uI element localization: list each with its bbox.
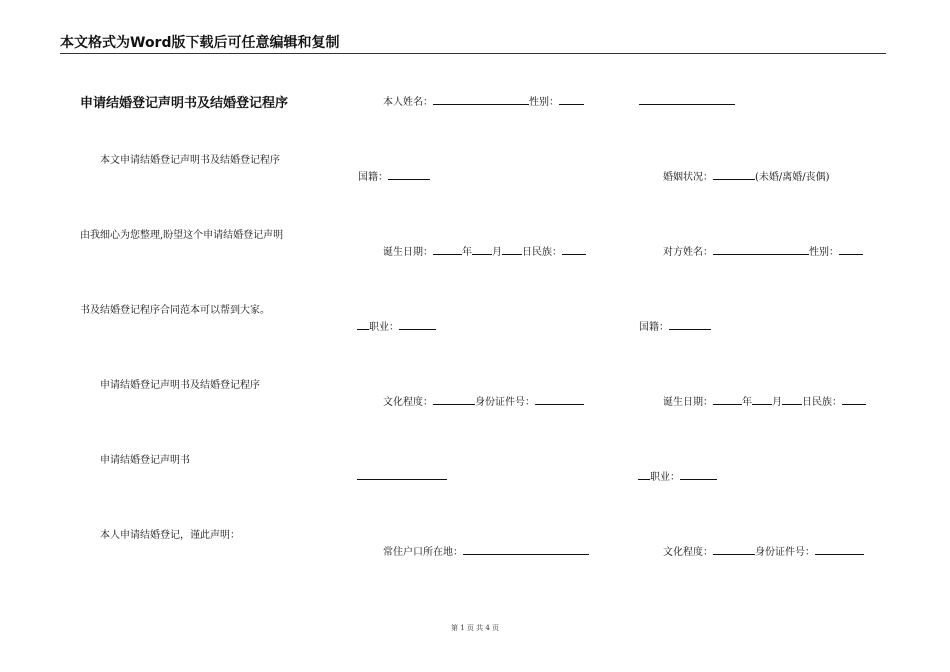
applicant-birth-row bbox=[383, 243, 586, 260]
applicant-id-continuation-blank bbox=[357, 468, 447, 480]
applicant-name-row bbox=[383, 93, 584, 110]
applicant-residence-blank bbox=[463, 543, 589, 555]
applicant-residence-row bbox=[383, 543, 589, 560]
applicant-birth-month-blank bbox=[472, 243, 492, 255]
partner-birth-month-blank bbox=[752, 393, 772, 405]
paragraph-intro-line1: 本文申请结婚登记声明书及结婚登记程序 bbox=[100, 155, 280, 166]
partner-occupation-row bbox=[638, 468, 717, 485]
partner-month-label: 月 bbox=[772, 397, 782, 408]
partner-id-blank bbox=[815, 543, 864, 555]
partner-birth-day-blank bbox=[782, 393, 802, 405]
partner-nationality-blank bbox=[669, 318, 711, 330]
section-heading: 申请结婚登记声明书及结婚登记程序 bbox=[100, 380, 260, 391]
partner-year-label: 年 bbox=[742, 397, 752, 408]
applicant-name-extra-row bbox=[639, 93, 735, 110]
partner-ethnicity-blank bbox=[842, 393, 866, 405]
applicant-education-row bbox=[383, 393, 584, 410]
applicant-education-label: 文化程度： bbox=[383, 397, 433, 408]
document-header-banner: 本文格式为Word版下载后可任意编辑和复制 bbox=[60, 33, 886, 54]
partner-gender-blank bbox=[839, 243, 863, 255]
partner-occupation-prefix-blank bbox=[638, 468, 650, 480]
applicant-ethnicity-blank bbox=[562, 243, 586, 255]
paragraph-intro-line2: 由我细心为您整理,盼望这个申请结婚登记声明 bbox=[80, 230, 284, 241]
document-title: 申请结婚登记声明书及结婚登记程序 bbox=[80, 96, 289, 111]
partner-name-label: 对方姓名： bbox=[663, 247, 713, 258]
applicant-birth-day-blank bbox=[502, 243, 522, 255]
marital-status-label: 婚姻状况： bbox=[663, 172, 713, 183]
partner-occupation-label: 职业： bbox=[650, 472, 680, 483]
applicant-occupation-prefix-blank bbox=[357, 318, 369, 330]
applicant-gender-blank bbox=[559, 93, 584, 105]
applicant-occupation-label: 职业： bbox=[369, 322, 399, 333]
applicant-year-label: 年 bbox=[462, 247, 472, 258]
partner-name-blank bbox=[713, 243, 809, 255]
partner-education-row bbox=[663, 543, 864, 560]
applicant-nationality-blank bbox=[388, 168, 430, 180]
applicant-month-label: 月 bbox=[492, 247, 502, 258]
subsection-heading: 申请结婚登记声明书 bbox=[100, 455, 190, 466]
applicant-id-label: 身份证件号： bbox=[475, 397, 535, 408]
applicant-name-label: 本人姓名： bbox=[383, 97, 433, 108]
partner-nationality-row bbox=[639, 318, 711, 335]
applicant-residence-label: 常住户口所在地： bbox=[383, 547, 463, 558]
applicant-id-continuation-row bbox=[357, 468, 447, 485]
partner-ethnicity-label: 日民族： bbox=[802, 397, 842, 408]
applicant-education-blank bbox=[433, 393, 475, 405]
paragraph-intro-line3: 书及结婚登记程序合同范本可以帮到大家。 bbox=[80, 305, 270, 316]
applicant-name-blank bbox=[433, 93, 529, 105]
partner-birth-row bbox=[663, 393, 866, 410]
partner-nationality-label: 国籍： bbox=[639, 322, 669, 333]
applicant-ethnicity-label: 日民族： bbox=[522, 247, 562, 258]
partner-birth-label: 诞生日期： bbox=[663, 397, 713, 408]
applicant-name-extra-blank bbox=[639, 93, 735, 105]
applicant-gender-label: 性别： bbox=[529, 97, 559, 108]
marital-status-row bbox=[663, 168, 830, 185]
applicant-occupation-blank bbox=[399, 318, 436, 330]
partner-birth-year-blank bbox=[713, 393, 742, 405]
partner-occupation-blank bbox=[680, 468, 717, 480]
marital-status-options: (未婚/离婚/丧偶) bbox=[755, 172, 830, 183]
partner-name-row bbox=[663, 243, 863, 260]
marital-status-blank bbox=[713, 168, 755, 180]
declaration-intro: 本人申请结婚登记，谨此声明： bbox=[100, 530, 240, 541]
partner-id-label: 身份证件号： bbox=[755, 547, 815, 558]
applicant-nationality-row bbox=[358, 168, 430, 185]
partner-education-blank bbox=[713, 543, 755, 555]
applicant-occupation-row bbox=[357, 318, 436, 335]
page-number-footer: 第 1 页 共 4 页 bbox=[450, 624, 500, 632]
applicant-birth-year-blank bbox=[433, 243, 462, 255]
applicant-nationality-label: 国籍： bbox=[358, 172, 388, 183]
partner-gender-label: 性别： bbox=[809, 247, 839, 258]
applicant-id-blank bbox=[535, 393, 584, 405]
partner-education-label: 文化程度： bbox=[663, 547, 713, 558]
applicant-birth-label: 诞生日期： bbox=[383, 247, 433, 258]
